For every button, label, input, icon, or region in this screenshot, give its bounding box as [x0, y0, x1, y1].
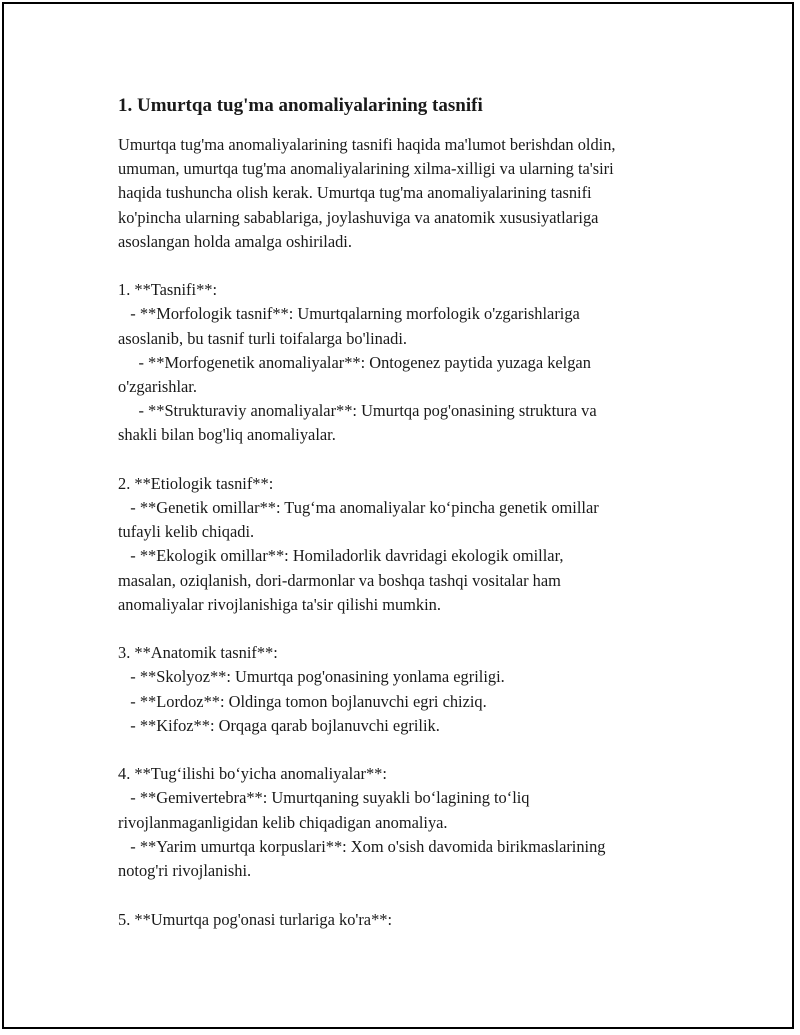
document-content: [118, 94, 688, 932]
document-heading: 1. Umurtqa tug'ma anomaliyalarining tasnifi: [118, 95, 483, 116]
document-body: Umurtqa tug'ma anomaliyalarining tasnifi haqida ma'lumot berishdan oldin, umuman, umurtqa tug'ma anomaliyalarining xilma-xilligi va ularning ta'siri haqida tushuncha olish kerak. Umurtqa tug'ma anomaliyalarining tasnifi ko'pincha ularning sabablariga, joylashuviga va anatomik xususiyatlariga asoslangan holda amalga oshiriladi. 1. **Tasnifi**: - **Morfologik tasnif**: Umurtqalarning morfologik o'zgarishlariga asoslanib, bu tasnif turli toifalarga bo'linadi. - **Morfogenetik anomaliyalar**: Ontogenez paytida yuzaga kelgan o'zgarishlar. - **Strukturaviy anomaliyalar**: Umurtqa pog'onasining struktura va shakli bilan bog'liq anomaliyalar. 2. **Etiologik tasnif**: - **Genetik omillar**: Tug‘ma anomaliyalar ko‘pincha genetik omillar tufayli kelib chiqadi. - **Ekologik omillar**: Homiladorlik davridagi ekologik omillar, masalan, oziqlanish, dori-darmonlar va boshqa tashqi vositalar ham anomaliyalar rivojlanishiga ta'sir qilishi mumkin. 3. **Anatomik tasnif**: - **Skolyoz**: Umurtqa pog'onasining yonlama egriligi. - **Lordoz**: Oldinga tomon bojlanuvchi egri chiziq. - **Kifoz**: Orqaga qarab bojlanuvchi egrilik. 4. **Tug‘ilishi bo‘yicha anomaliyalar**: - **Gemivertebra**: Umurtqaning suyakli bo‘lagining to‘liq rivojlanmaganligidan kelib chiqadigan anomaliya. - **Yarim umurtqa korpuslari**: Xom o'sish davomida birikmaslarining notog'ri rivojlanishi. 5. **Umurtqa pog'onasi turlariga ko'ra**:: [118, 135, 616, 929]
